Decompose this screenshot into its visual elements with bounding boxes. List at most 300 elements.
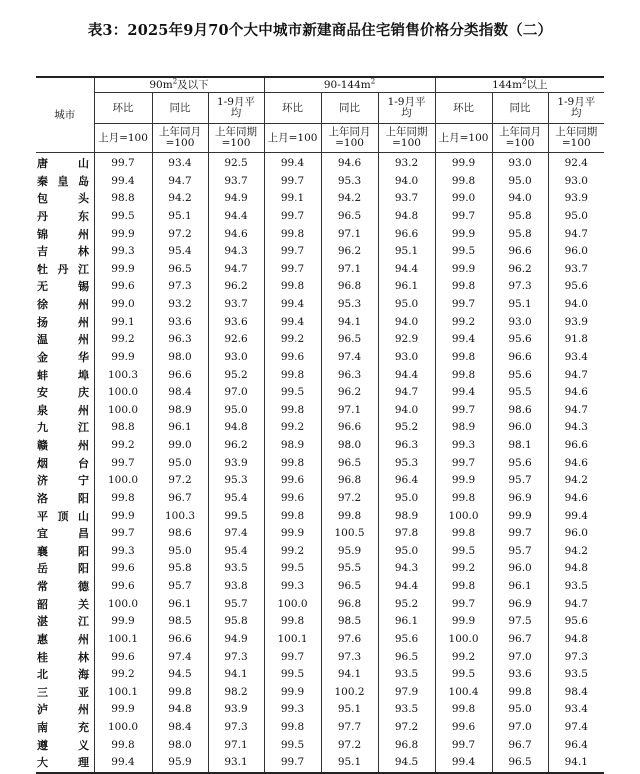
index-value-cell: 99.7 bbox=[94, 153, 152, 173]
index-value-cell: 98.8 bbox=[94, 190, 152, 208]
table-row bbox=[36, 543, 604, 561]
index-value-cell: 97.2 bbox=[152, 226, 208, 244]
city-name: 烟台 bbox=[37, 456, 89, 470]
index-value-cell: 93.5 bbox=[548, 666, 604, 684]
index-value-cell: 97.0 bbox=[208, 384, 264, 402]
index-value-cell: 93.7 bbox=[378, 190, 435, 208]
area-group-sup: 2 bbox=[370, 77, 376, 85]
index-value-cell: 96.8 bbox=[321, 278, 378, 296]
index-value-cell: 99.3 bbox=[435, 437, 492, 455]
table-row bbox=[36, 631, 604, 649]
city-name: 济宁 bbox=[37, 474, 89, 488]
index-value-cell: 94.6 bbox=[548, 490, 604, 508]
index-value-cell: 93.9 bbox=[208, 455, 264, 473]
index-value-cell: 100.5 bbox=[321, 525, 378, 543]
table-row bbox=[36, 525, 604, 543]
index-value-cell: 93.6 bbox=[152, 314, 208, 332]
index-value-cell: 94.0 bbox=[548, 296, 604, 314]
area-group-base: 144m bbox=[492, 78, 523, 91]
table-row bbox=[36, 331, 604, 349]
index-value-cell: 100.1 bbox=[94, 684, 152, 702]
city-name: 九江 bbox=[37, 421, 89, 435]
index-value-cell: 99.8 bbox=[264, 455, 321, 473]
city-name-cell bbox=[36, 278, 94, 296]
index-value-cell: 95.0 bbox=[492, 173, 548, 191]
index-value-cell: 99.2 bbox=[435, 649, 492, 667]
city-name-cell bbox=[36, 508, 94, 526]
index-value-cell: 96.4 bbox=[378, 472, 435, 490]
index-value-cell: 99.4 bbox=[264, 314, 321, 332]
index-value-cell: 94.8 bbox=[548, 631, 604, 649]
city-name: 湛江 bbox=[37, 615, 89, 629]
index-value-cell: 98.1 bbox=[492, 437, 548, 455]
index-value-cell: 97.3 bbox=[548, 649, 604, 667]
index-value-cell: 99.7 bbox=[94, 455, 152, 473]
table-row bbox=[36, 367, 604, 385]
city-name-cell bbox=[36, 737, 94, 755]
table-row bbox=[36, 719, 604, 737]
index-value-cell: 94.4 bbox=[378, 367, 435, 385]
index-value-cell: 100.1 bbox=[94, 631, 152, 649]
index-value-cell: 99.2 bbox=[264, 331, 321, 349]
index-value-cell: 93.2 bbox=[378, 153, 435, 173]
city-name-cell bbox=[36, 331, 94, 349]
city-name-cell bbox=[36, 384, 94, 402]
city-name: 南充 bbox=[37, 721, 89, 734]
city-header: 城市 bbox=[36, 77, 94, 153]
index-value-cell: 95.1 bbox=[492, 296, 548, 314]
index-value-cell: 99.4 bbox=[435, 754, 492, 773]
area-group-header bbox=[264, 77, 435, 93]
index-value-cell: 94.1 bbox=[321, 314, 378, 332]
index-value-cell: 94.2 bbox=[321, 190, 378, 208]
city-name-cell bbox=[36, 402, 94, 420]
index-value-cell: 94.6 bbox=[548, 455, 604, 473]
index-value-cell: 100.0 bbox=[94, 384, 152, 402]
city-name: 锦州 bbox=[37, 227, 89, 241]
index-value-cell: 99.2 bbox=[94, 666, 152, 684]
index-value-cell: 95.2 bbox=[208, 367, 264, 385]
index-value-cell: 98.0 bbox=[152, 349, 208, 367]
index-value-cell: 99.9 bbox=[435, 472, 492, 490]
index-value-cell: 98.4 bbox=[548, 684, 604, 702]
table-row bbox=[36, 684, 604, 702]
table-row bbox=[36, 402, 604, 420]
index-value-cell: 96.1 bbox=[492, 578, 548, 596]
index-value-cell: 94.7 bbox=[208, 261, 264, 279]
index-value-cell: 96.5 bbox=[321, 331, 378, 349]
index-value-cell: 99.5 bbox=[264, 384, 321, 402]
index-value-cell: 96.2 bbox=[208, 437, 264, 455]
index-value-cell: 97.3 bbox=[208, 719, 264, 737]
index-value-cell: 96.7 bbox=[492, 631, 548, 649]
index-value-cell: 99.7 bbox=[264, 754, 321, 773]
city-name-cell bbox=[36, 649, 94, 667]
index-value-cell: 91.8 bbox=[548, 331, 604, 349]
index-value-cell: 99.9 bbox=[435, 153, 492, 173]
index-value-cell: 96.6 bbox=[492, 349, 548, 367]
index-value-cell: 96.3 bbox=[321, 367, 378, 385]
index-value-cell: 93.1 bbox=[208, 754, 264, 773]
table-row bbox=[36, 173, 604, 191]
index-value-cell: 99.9 bbox=[94, 701, 152, 719]
index-value-cell: 99.8 bbox=[435, 490, 492, 508]
index-value-cell: 94.4 bbox=[378, 578, 435, 596]
index-value-cell: 99.8 bbox=[492, 684, 548, 702]
index-value-cell: 95.8 bbox=[152, 560, 208, 578]
index-value-cell: 95.9 bbox=[152, 754, 208, 773]
index-type-header: 环比 bbox=[264, 93, 321, 124]
index-value-cell: 94.3 bbox=[208, 243, 264, 261]
price-index-table bbox=[36, 76, 604, 774]
index-value-cell: 95.1 bbox=[378, 243, 435, 261]
index-value-cell: 94.7 bbox=[548, 367, 604, 385]
table-row bbox=[36, 153, 604, 173]
index-value-cell: 92.5 bbox=[208, 153, 264, 173]
city-name: 蚌埠 bbox=[37, 368, 89, 382]
index-value-cell: 99.1 bbox=[264, 190, 321, 208]
index-value-cell: 100.0 bbox=[435, 631, 492, 649]
index-value-cell: 99.4 bbox=[264, 296, 321, 314]
index-value-cell: 96.1 bbox=[152, 419, 208, 437]
index-value-cell: 96.5 bbox=[152, 261, 208, 279]
table-row bbox=[36, 243, 604, 261]
index-value-cell: 92.6 bbox=[208, 331, 264, 349]
city-name-cell bbox=[36, 349, 94, 367]
index-value-cell: 93.7 bbox=[208, 296, 264, 314]
index-value-cell: 96.8 bbox=[378, 737, 435, 755]
city-name: 惠州 bbox=[37, 632, 89, 646]
index-value-cell: 94.0 bbox=[378, 173, 435, 191]
index-value-cell: 94.8 bbox=[208, 419, 264, 437]
index-value-cell: 100.0 bbox=[264, 596, 321, 614]
index-value-cell: 94.5 bbox=[378, 754, 435, 773]
index-value-cell: 97.4 bbox=[548, 719, 604, 737]
base-period-header: 上月=100 bbox=[435, 124, 492, 153]
table-row bbox=[36, 649, 604, 667]
index-value-cell: 95.0 bbox=[492, 701, 548, 719]
city-name-cell bbox=[36, 243, 94, 261]
area-group-rest: 以上 bbox=[526, 78, 548, 91]
index-value-cell: 99.9 bbox=[94, 261, 152, 279]
city-name: 襄阳 bbox=[37, 544, 89, 558]
index-value-cell: 94.7 bbox=[548, 226, 604, 244]
area-group-sup: 2 bbox=[522, 77, 527, 85]
base-period-header: 上年同期=100 bbox=[378, 124, 435, 153]
city-name: 金华 bbox=[37, 350, 89, 364]
index-value-cell: 96.6 bbox=[492, 243, 548, 261]
index-value-cell: 93.4 bbox=[548, 349, 604, 367]
index-value-cell: 100.1 bbox=[264, 631, 321, 649]
index-value-cell: 96.2 bbox=[321, 384, 378, 402]
city-name-cell bbox=[36, 578, 94, 596]
index-value-cell: 96.0 bbox=[548, 525, 604, 543]
index-value-cell: 99.8 bbox=[264, 613, 321, 631]
index-value-cell: 96.8 bbox=[321, 596, 378, 614]
index-value-cell: 95.6 bbox=[548, 613, 604, 631]
index-value-cell: 99.8 bbox=[94, 737, 152, 755]
index-value-cell: 99.3 bbox=[264, 578, 321, 596]
index-value-cell: 99.8 bbox=[264, 719, 321, 737]
index-value-cell: 99.5 bbox=[264, 666, 321, 684]
index-value-cell: 97.4 bbox=[208, 525, 264, 543]
index-value-cell: 95.0 bbox=[378, 296, 435, 314]
index-value-cell: 99.0 bbox=[435, 190, 492, 208]
city-name: 泉州 bbox=[37, 403, 89, 417]
city-name: 秦皇岛 bbox=[37, 174, 89, 188]
index-value-cell: 99.6 bbox=[435, 719, 492, 737]
table-row bbox=[36, 560, 604, 578]
index-value-cell: 99.5 bbox=[264, 737, 321, 755]
index-value-cell: 93.5 bbox=[378, 666, 435, 684]
index-value-cell: 98.0 bbox=[152, 737, 208, 755]
index-value-cell: 93.6 bbox=[492, 666, 548, 684]
city-name: 牡丹江 bbox=[37, 262, 89, 276]
index-value-cell: 93.4 bbox=[548, 701, 604, 719]
index-value-cell: 96.2 bbox=[321, 243, 378, 261]
index-value-cell: 93.7 bbox=[548, 261, 604, 279]
index-value-cell: 95.1 bbox=[152, 208, 208, 226]
index-value-cell: 94.3 bbox=[548, 419, 604, 437]
city-name: 丹东 bbox=[37, 209, 89, 223]
index-value-cell: 97.9 bbox=[378, 684, 435, 702]
city-name-cell bbox=[36, 419, 94, 437]
index-value-cell: 99.4 bbox=[548, 508, 604, 526]
index-value-cell: 96.6 bbox=[548, 437, 604, 455]
index-value-cell: 99.4 bbox=[435, 384, 492, 402]
index-value-cell: 99.9 bbox=[435, 261, 492, 279]
city-name-cell bbox=[36, 190, 94, 208]
city-name: 北海 bbox=[37, 668, 89, 682]
table-row bbox=[36, 613, 604, 631]
index-value-cell: 94.4 bbox=[378, 261, 435, 279]
table-row bbox=[36, 384, 604, 402]
index-value-cell: 99.3 bbox=[264, 701, 321, 719]
index-value-cell: 99.1 bbox=[94, 314, 152, 332]
index-value-cell: 97.1 bbox=[321, 226, 378, 244]
city-name-cell bbox=[36, 472, 94, 490]
city-name: 赣州 bbox=[37, 439, 89, 452]
index-value-cell: 99.8 bbox=[264, 402, 321, 420]
index-value-cell: 94.2 bbox=[152, 190, 208, 208]
index-value-cell: 93.6 bbox=[208, 314, 264, 332]
index-value-cell: 96.0 bbox=[548, 243, 604, 261]
index-value-cell: 93.8 bbox=[208, 578, 264, 596]
index-value-cell: 95.9 bbox=[321, 543, 378, 561]
index-value-cell: 95.4 bbox=[152, 243, 208, 261]
index-value-cell: 94.1 bbox=[321, 666, 378, 684]
index-value-cell: 96.5 bbox=[321, 578, 378, 596]
index-value-cell: 95.4 bbox=[208, 490, 264, 508]
index-value-cell: 96.5 bbox=[321, 208, 378, 226]
index-value-cell: 93.4 bbox=[152, 153, 208, 173]
table-row bbox=[36, 737, 604, 755]
city-name: 徐州 bbox=[37, 298, 89, 311]
index-value-cell: 96.6 bbox=[378, 226, 435, 244]
index-value-cell: 100.0 bbox=[94, 719, 152, 737]
city-name-cell bbox=[36, 701, 94, 719]
base-period-header: 上月=100 bbox=[264, 124, 321, 153]
index-value-cell: 99.2 bbox=[435, 314, 492, 332]
index-value-cell: 96.9 bbox=[492, 490, 548, 508]
index-value-cell: 97.1 bbox=[321, 402, 378, 420]
index-value-cell: 99.2 bbox=[264, 419, 321, 437]
index-value-cell: 93.0 bbox=[492, 153, 548, 173]
index-value-cell: 95.5 bbox=[492, 384, 548, 402]
city-name: 洛阳 bbox=[37, 491, 89, 505]
table-row bbox=[36, 472, 604, 490]
city-name: 扬州 bbox=[37, 315, 89, 329]
index-value-cell: 96.7 bbox=[492, 737, 548, 755]
index-value-cell: 93.9 bbox=[548, 190, 604, 208]
index-value-cell: 95.4 bbox=[208, 543, 264, 561]
index-value-cell: 95.0 bbox=[378, 543, 435, 561]
base-period-header: 上年同期=100 bbox=[548, 124, 604, 153]
index-value-cell: 94.1 bbox=[208, 666, 264, 684]
index-value-cell: 95.7 bbox=[152, 578, 208, 596]
index-value-cell: 99.5 bbox=[94, 208, 152, 226]
index-value-cell: 97.3 bbox=[321, 649, 378, 667]
index-value-cell: 96.5 bbox=[378, 649, 435, 667]
index-value-cell: 95.0 bbox=[152, 543, 208, 561]
index-value-cell: 99.8 bbox=[152, 684, 208, 702]
index-value-cell: 95.7 bbox=[492, 472, 548, 490]
index-value-cell: 98.5 bbox=[321, 613, 378, 631]
index-type-header: 1-9月平均 bbox=[208, 93, 264, 124]
city-name-cell bbox=[36, 525, 94, 543]
index-value-cell: 99.9 bbox=[94, 508, 152, 526]
city-name: 泸州 bbox=[37, 703, 89, 717]
index-value-cell: 99.8 bbox=[264, 508, 321, 526]
city-name: 宜昌 bbox=[37, 527, 89, 541]
table-row bbox=[36, 596, 604, 614]
index-value-cell: 93.9 bbox=[208, 701, 264, 719]
table-row bbox=[36, 208, 604, 226]
index-value-cell: 97.4 bbox=[321, 349, 378, 367]
index-value-cell: 93.5 bbox=[548, 578, 604, 596]
index-value-cell: 94.2 bbox=[548, 472, 604, 490]
index-value-cell: 92.9 bbox=[378, 331, 435, 349]
index-value-cell: 98.5 bbox=[152, 613, 208, 631]
index-value-cell: 96.0 bbox=[492, 419, 548, 437]
index-value-cell: 96.3 bbox=[152, 331, 208, 349]
index-value-cell: 99.0 bbox=[152, 437, 208, 455]
index-value-cell: 99.7 bbox=[435, 455, 492, 473]
index-value-cell: 97.6 bbox=[321, 631, 378, 649]
index-value-cell: 99.7 bbox=[435, 596, 492, 614]
index-value-cell: 95.3 bbox=[321, 296, 378, 314]
index-value-cell: 100.0 bbox=[94, 472, 152, 490]
index-value-cell: 93.0 bbox=[492, 314, 548, 332]
index-value-cell: 99.2 bbox=[94, 331, 152, 349]
index-value-cell: 99.8 bbox=[435, 278, 492, 296]
index-value-cell: 99.4 bbox=[264, 153, 321, 173]
index-value-cell: 99.8 bbox=[435, 349, 492, 367]
index-value-cell: 94.6 bbox=[321, 153, 378, 173]
index-value-cell: 93.9 bbox=[548, 314, 604, 332]
index-value-cell: 98.9 bbox=[378, 508, 435, 526]
index-type-header: 1-9月平均 bbox=[548, 93, 604, 124]
index-value-cell: 94.2 bbox=[548, 543, 604, 561]
table-row bbox=[36, 419, 604, 437]
index-value-cell: 95.6 bbox=[492, 367, 548, 385]
index-value-cell: 99.6 bbox=[94, 560, 152, 578]
city-name-cell bbox=[36, 153, 94, 173]
index-value-cell: 96.3 bbox=[378, 437, 435, 455]
index-value-cell: 99.7 bbox=[264, 173, 321, 191]
index-value-cell: 96.7 bbox=[152, 490, 208, 508]
index-value-cell: 96.6 bbox=[321, 419, 378, 437]
index-value-cell: 97.3 bbox=[152, 278, 208, 296]
index-value-cell: 99.4 bbox=[435, 331, 492, 349]
table-row bbox=[36, 578, 604, 596]
index-value-cell: 93.0 bbox=[548, 173, 604, 191]
index-value-cell: 95.0 bbox=[208, 402, 264, 420]
index-value-cell: 100.0 bbox=[435, 508, 492, 526]
city-name-cell bbox=[36, 596, 94, 614]
city-name: 韶关 bbox=[37, 597, 89, 611]
index-value-cell: 95.7 bbox=[208, 596, 264, 614]
index-value-cell: 99.7 bbox=[435, 737, 492, 755]
city-name-cell bbox=[36, 296, 94, 314]
index-value-cell: 98.6 bbox=[492, 402, 548, 420]
index-value-cell: 96.1 bbox=[378, 278, 435, 296]
index-value-cell: 99.9 bbox=[264, 525, 321, 543]
city-name: 包头 bbox=[37, 192, 89, 206]
index-value-cell: 96.5 bbox=[321, 455, 378, 473]
index-value-cell: 96.6 bbox=[152, 631, 208, 649]
index-value-cell: 99.8 bbox=[321, 508, 378, 526]
index-value-cell: 96.0 bbox=[492, 560, 548, 578]
index-value-cell: 97.8 bbox=[378, 525, 435, 543]
city-name: 温州 bbox=[37, 333, 89, 347]
index-value-cell: 95.0 bbox=[152, 455, 208, 473]
index-value-cell: 98.6 bbox=[152, 525, 208, 543]
index-value-cell: 99.7 bbox=[435, 208, 492, 226]
index-value-cell: 99.6 bbox=[94, 578, 152, 596]
city-name: 遵义 bbox=[37, 738, 89, 752]
index-value-cell: 95.6 bbox=[492, 455, 548, 473]
index-value-cell: 100.2 bbox=[321, 684, 378, 702]
index-value-cell: 97.0 bbox=[492, 719, 548, 737]
index-value-cell: 99.9 bbox=[435, 226, 492, 244]
index-value-cell: 99.8 bbox=[264, 226, 321, 244]
index-value-cell: 95.6 bbox=[492, 331, 548, 349]
index-value-cell: 100.0 bbox=[94, 402, 152, 420]
index-value-cell: 95.1 bbox=[321, 754, 378, 773]
index-value-cell: 98.2 bbox=[208, 684, 264, 702]
index-value-cell: 93.7 bbox=[208, 173, 264, 191]
index-value-cell: 93.2 bbox=[152, 296, 208, 314]
base-period-header: 上年同月=100 bbox=[492, 124, 548, 153]
index-value-cell: 97.0 bbox=[492, 649, 548, 667]
table-row bbox=[36, 278, 604, 296]
index-value-cell: 98.9 bbox=[435, 419, 492, 437]
index-value-cell: 93.0 bbox=[378, 349, 435, 367]
index-value-cell: 97.2 bbox=[378, 719, 435, 737]
table-row bbox=[36, 437, 604, 455]
city-name-cell bbox=[36, 560, 94, 578]
index-value-cell: 95.6 bbox=[378, 631, 435, 649]
index-value-cell: 99.6 bbox=[264, 349, 321, 367]
index-value-cell: 94.7 bbox=[548, 402, 604, 420]
area-group-base: 90m bbox=[149, 78, 173, 91]
index-value-cell: 96.9 bbox=[492, 596, 548, 614]
index-type-header: 同比 bbox=[152, 93, 208, 124]
index-value-cell: 95.8 bbox=[492, 226, 548, 244]
index-value-cell: 99.5 bbox=[435, 666, 492, 684]
index-value-cell: 92.4 bbox=[548, 153, 604, 173]
